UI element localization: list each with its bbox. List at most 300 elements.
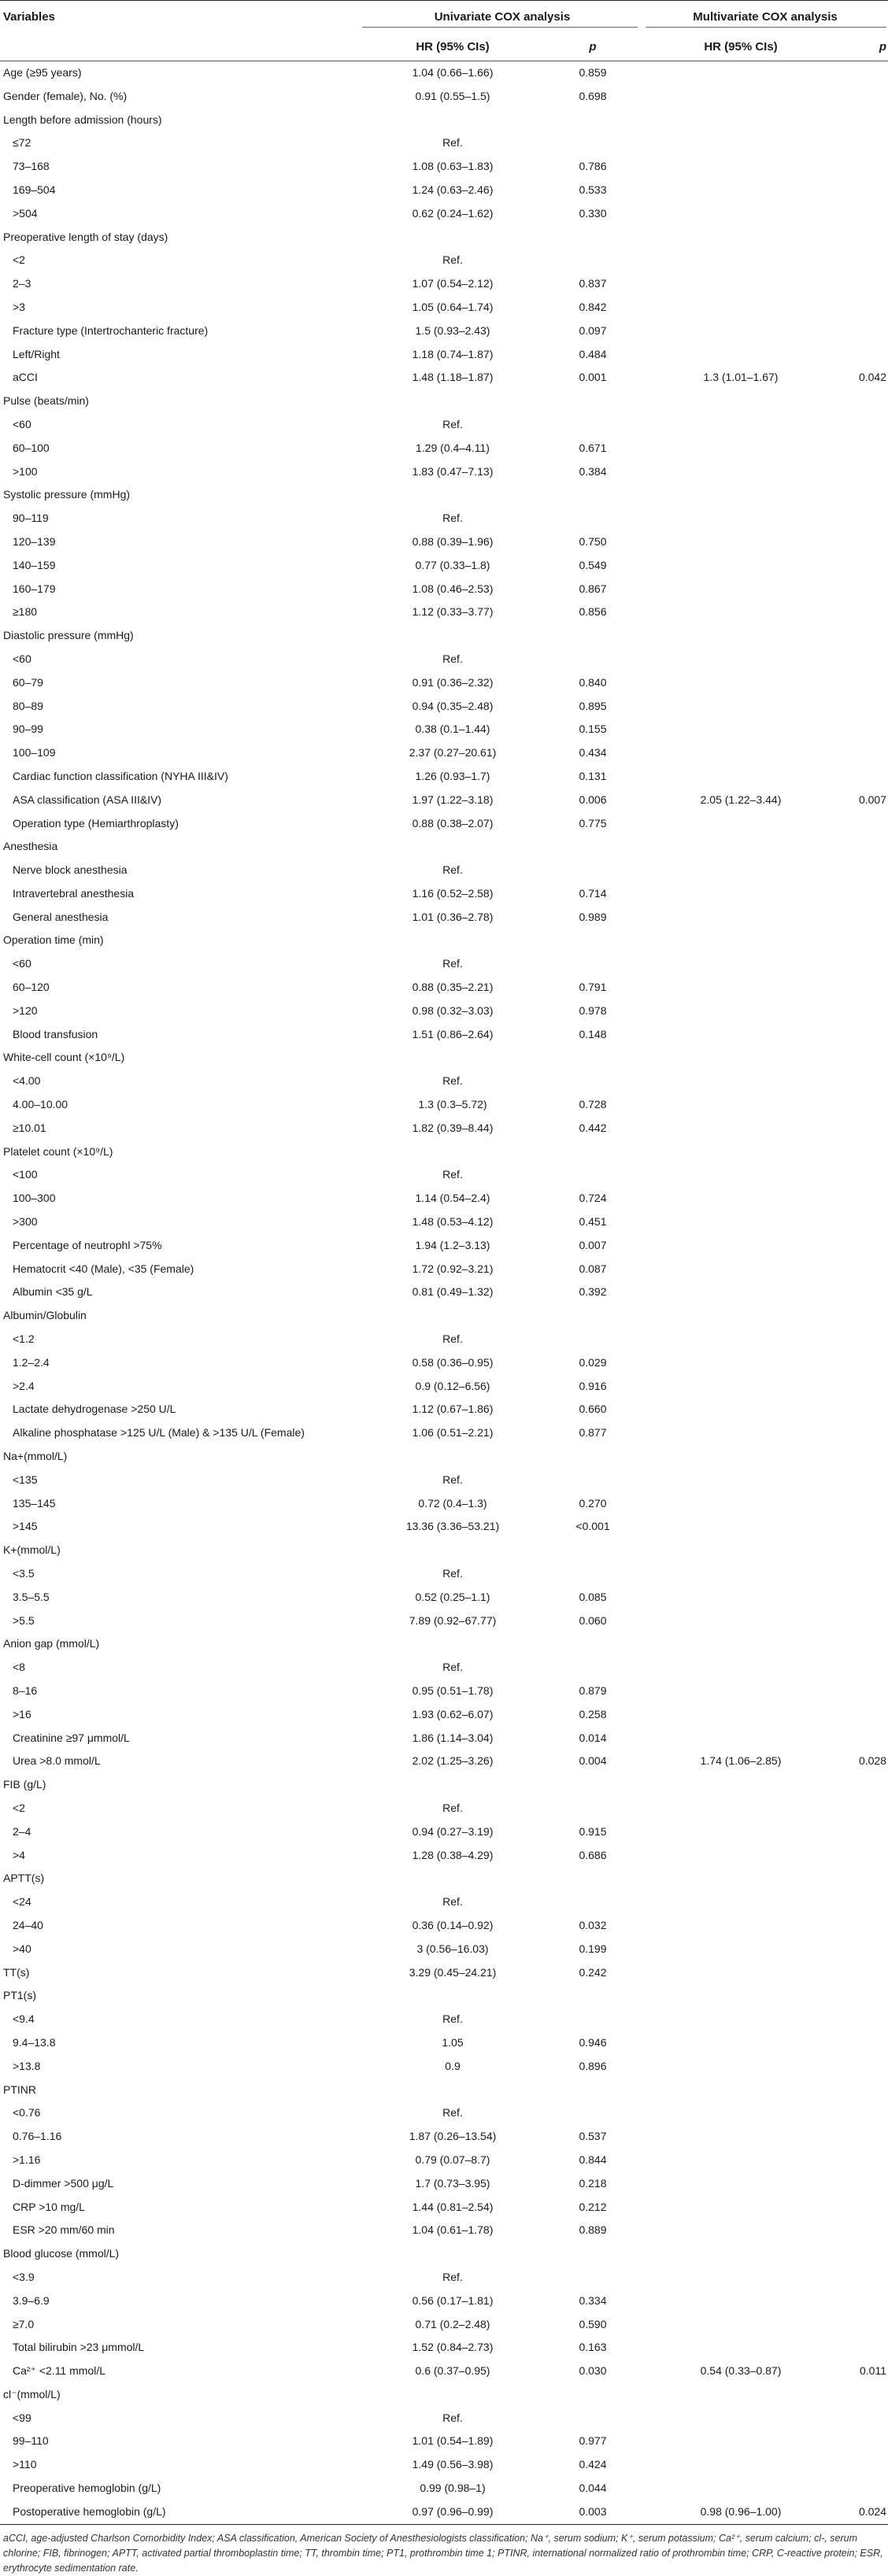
uni-hr-cell: 1.5 (0.93–2.43)	[415, 323, 490, 337]
uni-p-cell: 0.916	[579, 1379, 607, 1392]
variable-cell: Blood transfusion	[13, 1027, 98, 1040]
uni-p-cell: 0.549	[579, 558, 607, 571]
table-row	[0, 2477, 888, 2500]
table-row	[0, 952, 888, 976]
uni-p-cell: 0.484	[579, 347, 607, 360]
table-row	[0, 1304, 888, 1328]
table-row	[0, 61, 888, 85]
uni-hr-cell: 0.79 (0.07–8.7)	[415, 2153, 490, 2166]
variable-cell: >40	[13, 1942, 31, 1955]
uni-hr-cell: 1.28 (0.38–4.29)	[412, 1848, 494, 1861]
uni-hr-cell: 0.9	[445, 2059, 461, 2072]
variable-cell: <135	[13, 1473, 38, 1486]
table-row	[0, 1610, 888, 1633]
uni-hr-cell: 1.93 (0.62–6.07)	[412, 1707, 494, 1720]
table-row	[0, 2453, 888, 2477]
table-row	[0, 1023, 888, 1047]
table-body	[0, 61, 888, 2524]
uni-hr-cell: 1.16 (0.52–2.58)	[412, 886, 494, 900]
table-row	[0, 1421, 888, 1445]
uni-p-cell: 0.087	[579, 1262, 607, 1275]
uni-hr-cell: 1.82 (0.39–8.44)	[412, 1121, 494, 1134]
table-row	[0, 530, 888, 554]
uni-p-cell: 0.097	[579, 323, 607, 337]
multi-hr-header: HR (95% CIs)	[704, 40, 778, 54]
uni-hr-cell: 0.56 (0.17–1.81)	[412, 2293, 494, 2307]
variables-header: Variables	[3, 10, 55, 24]
uni-hr-cell: Ref.	[442, 417, 463, 431]
table-row	[0, 1632, 888, 1656]
multivariate-header: Multivariate COX analysis	[693, 10, 838, 24]
table-row	[0, 1867, 888, 1890]
uni-p-cell: 0.007	[579, 1238, 607, 1251]
multi-p-cell: 0.028	[858, 1754, 886, 1768]
variable-cell: <100	[13, 1168, 38, 1181]
uni-p-cell: 0.840	[579, 675, 607, 689]
uni-hr-cell: 1.3 (0.3–5.72)	[418, 1098, 487, 1111]
multi-p-cell: 0.007	[858, 793, 886, 806]
uni-hr-cell: Ref.	[442, 1332, 463, 1346]
variable-cell: D-dimmer >500 μg/L	[13, 2176, 114, 2190]
variable-cell: Percentage of neutrophl >75%	[13, 1238, 162, 1251]
variable-cell: <2	[13, 1801, 25, 1814]
table-row	[0, 765, 888, 789]
uni-p-cell: 0.533	[579, 183, 607, 196]
variable-cell: <60	[13, 417, 31, 431]
variable-cell: Anion gap (mmol/L)	[3, 1637, 100, 1650]
uni-p-cell: 0.671	[579, 441, 607, 454]
uni-p-cell: 0.842	[579, 300, 607, 313]
variable-cell: Creatinine ≥97 μmmol/L	[13, 1731, 130, 1744]
uni-hr-cell: Ref.	[442, 136, 463, 150]
table-row	[0, 1844, 888, 1868]
uni-hr-cell: 0.58 (0.36–0.95)	[412, 1355, 494, 1369]
uni-hr-cell: 7.89 (0.92–67.77)	[409, 1613, 497, 1627]
variable-cell: PT1(s)	[3, 1989, 36, 2002]
variable-cell: >100	[13, 464, 38, 478]
table-row	[0, 2430, 888, 2453]
uni-p-cell: 0.199	[579, 1942, 607, 1955]
uni-hr-cell: 1.05	[442, 2035, 464, 2049]
table-row	[0, 1984, 888, 2008]
variable-cell: 73–168	[13, 160, 50, 173]
variable-cell: Age (≥95 years)	[3, 66, 82, 79]
variable-cell: Urea >8.0 mmol/L	[13, 1754, 101, 1768]
variable-cell: 60–79	[13, 675, 43, 689]
table-row	[0, 226, 888, 249]
uni-p-cell: 0.258	[579, 1707, 607, 1720]
table-row	[0, 2360, 888, 2383]
variable-cell: Operation time (min)	[3, 933, 104, 947]
variable-cell: APTT(s)	[3, 1872, 45, 1885]
uni-hr-cell: 1.04 (0.66–1.66)	[412, 66, 494, 79]
table-header	[0, 1, 888, 34]
uni-p-cell: 0.003	[579, 2504, 607, 2518]
uni-hr-cell: 0.91 (0.36–2.32)	[412, 675, 494, 689]
uni-hr-cell: 1.48 (1.18–1.87)	[412, 371, 494, 384]
table-row	[0, 2079, 888, 2102]
variable-cell: <1.2	[13, 1332, 35, 1346]
uni-p-cell: 0.590	[579, 2317, 607, 2330]
uni-hr-cell: Ref.	[442, 2270, 463, 2283]
table-row	[0, 1469, 888, 1492]
univariate-underline	[362, 27, 638, 28]
table-row	[0, 1445, 888, 1469]
table-row	[0, 2242, 888, 2266]
uni-hr-cell: 0.99 (0.98–1)	[420, 2482, 486, 2495]
uni-p-cell: 0.218	[579, 2176, 607, 2190]
variable-cell: >120	[13, 1003, 38, 1017]
table-row	[0, 413, 888, 437]
uni-p-cell: 0.786	[579, 160, 607, 173]
variable-cell: >2.4	[13, 1379, 35, 1392]
uni-hr-cell: 1.48 (0.53–4.12)	[412, 1215, 494, 1229]
uni-p-cell: 0.032	[579, 1918, 607, 1931]
table-row	[0, 507, 888, 530]
uni-p-cell: 0.014	[579, 1731, 607, 1744]
variable-cell: Diastolic pressure (mmHg)	[3, 629, 134, 642]
table-row	[0, 2266, 888, 2290]
uni-p-cell: 0.915	[579, 1824, 607, 1838]
variable-cell: Pulse (beats/min)	[3, 394, 89, 408]
table-row	[0, 2008, 888, 2031]
bottom-rule	[0, 2524, 888, 2525]
variable-cell: 0.76–1.16	[13, 2130, 62, 2143]
uni-hr-cell: 0.97 (0.96–0.99)	[412, 2504, 494, 2518]
uni-hr-cell: 0.95 (0.51–1.78)	[412, 1683, 494, 1697]
table-row	[0, 1351, 888, 1375]
variable-cell: ESR >20 mm/60 min	[13, 2223, 115, 2237]
table-row	[0, 1375, 888, 1399]
multi-p-cell: 0.024	[858, 2504, 886, 2518]
variable-cell: 9.4–13.8	[13, 2035, 56, 2049]
uni-p-cell: 0.330	[579, 206, 607, 220]
variable-cell: >3	[13, 300, 25, 313]
uni-hr-cell: 1.06 (0.51–2.21)	[412, 1426, 494, 1440]
variable-cell: FIB (g/L)	[3, 1778, 46, 1791]
uni-p-cell: 0.334	[579, 2293, 607, 2307]
uni-hr-cell: 0.9 (0.12–6.56)	[415, 1379, 490, 1392]
variable-cell: 140–159	[13, 558, 56, 571]
uni-p-cell: 0.879	[579, 1683, 607, 1697]
uni-hr-cell: 0.94 (0.35–2.48)	[412, 699, 494, 712]
uni-hr-cell: 3.29 (0.45–24.21)	[409, 1965, 497, 1979]
table-row	[0, 1890, 888, 1914]
variable-cell: Preoperative length of stay (days)	[3, 230, 168, 243]
variable-cell: ASA classification (ASA III&IV)	[13, 793, 162, 806]
variable-cell: >16	[13, 1707, 31, 1720]
variable-cell: >504	[13, 206, 38, 220]
uni-hr-cell: Ref.	[442, 2012, 463, 2026]
table-row	[0, 1117, 888, 1140]
table-row	[0, 1046, 888, 1070]
variable-cell: <60	[13, 957, 31, 970]
variable-cell: CRP >10 mg/L	[13, 2200, 85, 2213]
table-row	[0, 179, 888, 202]
variable-cell: <60	[13, 652, 31, 665]
variable-cell: <3.5	[13, 1567, 35, 1580]
uni-p-cell: 0.714	[579, 886, 607, 900]
uni-hr-cell: Ref.	[442, 1567, 463, 1580]
variable-cell: White-cell count (×10⁹/L)	[3, 1051, 125, 1064]
table-row	[0, 343, 888, 367]
uni-hr-cell: 0.72 (0.4–1.3)	[418, 1496, 487, 1510]
uni-p-cell: 0.867	[579, 582, 607, 595]
table-row	[0, 1258, 888, 1281]
table-row	[0, 2101, 888, 2125]
uni-p-cell: 0.698	[579, 89, 607, 102]
table-row	[0, 2172, 888, 2196]
uni-p-cell: 0.537	[579, 2130, 607, 2143]
footnote: aCCI, age-adjusted Charlson Comorbidity Index; ASA classification, American Society of Anesthesiologists classification; Na⁺, serum sodium; K⁺, serum potassium; Ca²⁺, serum calcium; cl-, serum chlorine; FIB, fibrinogen; APTT, activated partial thromboplastin time; TT, thrombin time; PT1, prothrombin time 1; PTINR, international normalized ratio of prothrombin time; CRP, C-reactive protein; ESR, erythrocyte sedimentation rate.	[3, 2532, 883, 2574]
uni-hr-cell: Ref.	[442, 2106, 463, 2120]
table-row	[0, 1234, 888, 1258]
uni-hr-cell: 1.7 (0.73–3.95)	[415, 2176, 490, 2190]
table-row	[0, 2196, 888, 2219]
multi-hr-cell: 2.05 (1.22–3.44)	[700, 793, 782, 806]
uni-hr-cell: Ref.	[442, 512, 463, 525]
table-row	[0, 320, 888, 343]
uni-p-cell: 0.895	[579, 699, 607, 712]
variable-cell: >4	[13, 1848, 25, 1861]
variable-cell: 99–110	[13, 2434, 49, 2448]
variable-cell: 2–4	[13, 1824, 31, 1838]
variable-cell: 90–119	[13, 512, 49, 525]
multivariate-underline	[646, 27, 886, 28]
table-row	[0, 249, 888, 272]
variable-cell: 135–145	[13, 1496, 56, 1510]
table-row	[0, 1820, 888, 1844]
uni-p-cell: 0.392	[579, 1285, 607, 1299]
variable-cell: 1.2–2.4	[13, 1355, 50, 1369]
variable-cell: <4.00	[13, 1074, 41, 1088]
uni-p-cell: 0.977	[579, 2434, 607, 2448]
table-row	[0, 1750, 888, 1773]
table-row	[0, 2313, 888, 2337]
table-row	[0, 671, 888, 695]
variable-cell: 8–16	[13, 1683, 38, 1697]
uni-p-cell: 0.844	[579, 2153, 607, 2166]
table-row	[0, 155, 888, 179]
uni-p-header: p	[589, 40, 597, 54]
uni-hr-cell: 1.18 (0.74–1.87)	[412, 347, 494, 360]
variable-cell: <2	[13, 253, 25, 267]
uni-hr-cell: 0.98 (0.32–3.03)	[412, 1003, 494, 1017]
variable-cell: ≥10.01	[13, 1121, 46, 1134]
uni-hr-cell: 0.6 (0.37–0.95)	[415, 2364, 490, 2378]
uni-p-cell: 0.750	[579, 534, 607, 548]
variable-cell: Fracture type (Intertrochanteric fracture)	[13, 323, 209, 337]
variable-cell: 3.5–5.5	[13, 1590, 50, 1603]
table-row	[0, 1000, 888, 1023]
table-row	[0, 366, 888, 390]
variable-cell: Anesthesia	[3, 840, 58, 853]
uni-hr-cell: 1.12 (0.33–3.77)	[412, 605, 494, 619]
variable-cell: Cardiac function classification (NYHA III&IV)	[13, 769, 228, 782]
variable-cell: 169–504	[13, 183, 56, 196]
multi-hr-cell: 1.74 (1.06–2.85)	[700, 1754, 782, 1768]
uni-p-cell: 0.212	[579, 2200, 607, 2213]
table-row	[0, 1562, 888, 1586]
table-row	[0, 976, 888, 1000]
table-row	[0, 2055, 888, 2079]
table-row	[0, 1797, 888, 1820]
table-row	[0, 202, 888, 226]
uni-p-cell: 0.889	[579, 2223, 607, 2237]
variable-cell: Systolic pressure (mmHg)	[3, 488, 131, 501]
variable-cell: 2–3	[13, 277, 31, 290]
uni-p-cell: 0.660	[579, 1403, 607, 1416]
uni-p-cell: 0.978	[579, 1003, 607, 1017]
uni-hr-cell: 1.24 (0.63–2.46)	[412, 183, 494, 196]
variable-cell: <99	[13, 2411, 31, 2424]
variable-cell: cl⁻(mmol/L)	[3, 2387, 61, 2400]
variable-cell: <8	[13, 1661, 25, 1674]
uni-hr-cell: 0.88 (0.38–2.07)	[412, 816, 494, 830]
table-row	[0, 812, 888, 836]
table-row	[0, 695, 888, 719]
table-row	[0, 882, 888, 906]
table-row	[0, 1656, 888, 1680]
uni-hr-cell: 1.97 (1.22–3.18)	[412, 793, 494, 806]
table-row	[0, 741, 888, 765]
multi-p-cell: 0.011	[860, 2364, 886, 2378]
variable-cell: Albumin <35 g/L	[13, 1285, 93, 1299]
uni-p-cell: 0.686	[579, 1848, 607, 1861]
uni-p-cell: 0.442	[579, 1121, 607, 1134]
multi-hr-cell: 0.98 (0.96–1.00)	[700, 2504, 782, 2518]
uni-hr-cell: 0.77 (0.33–1.8)	[415, 558, 490, 571]
uni-p-cell: 0.896	[579, 2059, 607, 2072]
uni-hr-cell: 1.51 (0.86–2.64)	[412, 1027, 494, 1040]
uni-hr-cell: 1.14 (0.54–2.4)	[415, 1192, 490, 1205]
uni-p-cell: 0.155	[579, 723, 607, 736]
uni-p-cell: 0.001	[579, 371, 607, 384]
uni-hr-cell: 1.29 (0.4–4.11)	[416, 441, 490, 454]
table-row	[0, 1281, 888, 1304]
table-row	[0, 390, 888, 413]
uni-p-cell: 0.451	[579, 1215, 607, 1229]
table-row	[0, 789, 888, 812]
table-row	[0, 906, 888, 930]
table-row	[0, 2149, 888, 2172]
table-row	[0, 437, 888, 460]
uni-hr-cell: 2.37 (0.27–20.61)	[409, 746, 497, 759]
table-row	[0, 1703, 888, 1727]
variable-cell: 60–100	[13, 441, 50, 454]
variable-cell: Operation type (Hemiarthroplasty)	[13, 816, 179, 830]
variable-cell: 60–120	[13, 981, 50, 994]
uni-hr-cell: 13.36 (3.36–53.21)	[405, 1520, 500, 1533]
uni-hr-cell: 0.38 (0.1–1.44)	[415, 723, 490, 736]
uni-hr-cell: 1.08 (0.46–2.53)	[412, 582, 494, 595]
uni-hr-cell: 1.52 (0.84–2.73)	[412, 2341, 494, 2354]
uni-hr-cell: Ref.	[442, 652, 463, 665]
table-row	[0, 1539, 888, 1562]
table-row	[0, 929, 888, 952]
table-row	[0, 1398, 888, 1421]
uni-hr-cell: 1.04 (0.61–1.78)	[412, 2223, 494, 2237]
variable-cell: <9.4	[13, 2012, 35, 2026]
uni-hr-cell: Ref.	[442, 1074, 463, 1088]
uni-p-cell: 0.163	[579, 2341, 607, 2354]
table-row	[0, 2336, 888, 2360]
uni-p-cell: 0.004	[579, 1754, 607, 1768]
variable-cell: Ca²⁺ <2.11 mmol/L	[13, 2364, 106, 2378]
uni-hr-cell: 1.86 (1.14–3.04)	[412, 1731, 494, 1744]
uni-hr-cell: 1.94 (1.2–3.13)	[415, 1238, 490, 1251]
univariate-header: Univariate COX analysis	[434, 10, 571, 24]
uni-hr-cell: 1.44 (0.81–2.54)	[412, 2200, 494, 2213]
uni-hr-cell: Ref.	[442, 2411, 463, 2424]
table-row	[0, 460, 888, 484]
table-row	[0, 296, 888, 320]
variable-cell: Nerve block anesthesia	[13, 863, 128, 877]
uni-p-cell: <0.001	[575, 1520, 610, 1533]
uni-hr-cell: 1.83 (0.47–7.13)	[412, 464, 494, 478]
table-row	[0, 859, 888, 882]
table-row	[0, 601, 888, 624]
variable-cell: 90–99	[13, 723, 43, 736]
table-row	[0, 2219, 888, 2242]
table-row	[0, 1914, 888, 1938]
table-row	[0, 1093, 888, 1117]
multi-p-cell: 0.042	[858, 371, 886, 384]
variable-cell: >300	[13, 1215, 38, 1229]
uni-p-cell: 0.791	[579, 981, 607, 994]
uni-hr-cell: Ref.	[442, 1895, 463, 1909]
uni-hr-cell: 1.12 (0.67–1.86)	[412, 1403, 494, 1416]
uni-p-cell: 0.030	[579, 2364, 607, 2378]
uni-p-cell: 0.877	[579, 1426, 607, 1440]
table-row	[0, 2383, 888, 2407]
table-row	[0, 1727, 888, 1750]
variable-cell: 100–109	[13, 746, 56, 759]
table-row	[0, 2407, 888, 2430]
variable-cell: ≥180	[13, 605, 38, 619]
table-row	[0, 835, 888, 859]
variable-cell: 100–300	[13, 1192, 56, 1205]
variable-cell: >5.5	[13, 1613, 35, 1627]
variable-cell: 24–40	[13, 1918, 43, 1931]
variable-cell: >110	[13, 2458, 37, 2471]
variable-cell: ≤72	[13, 136, 31, 150]
variable-cell: TT(s)	[3, 1965, 30, 1979]
uni-p-cell: 0.006	[579, 793, 607, 806]
uni-hr-cell: 1.72 (0.92–3.21)	[412, 1262, 494, 1275]
uni-p-cell: 0.728	[579, 1098, 607, 1111]
uni-hr-cell: 1.49 (0.56–3.98)	[412, 2458, 494, 2471]
variable-cell: <3.9	[13, 2270, 35, 2283]
uni-p-cell: 0.837	[579, 277, 607, 290]
table-row	[0, 1938, 888, 1961]
uni-hr-cell: 1.01 (0.36–2.78)	[412, 910, 494, 923]
table-row	[0, 1680, 888, 1703]
table-row	[0, 2500, 888, 2524]
uni-hr-header: HR (95% CIs)	[416, 40, 490, 54]
uni-p-cell: 0.270	[579, 1496, 607, 1510]
table-row	[0, 648, 888, 671]
table-row	[0, 1140, 888, 1164]
uni-hr-cell: 0.52 (0.25–1.1)	[415, 1590, 490, 1603]
table-row	[0, 1328, 888, 1351]
uni-hr-cell: 1.87 (0.26–13.54)	[409, 2130, 497, 2143]
table-row	[0, 554, 888, 578]
table-row	[0, 578, 888, 601]
uni-hr-cell: 0.88 (0.35–2.21)	[412, 981, 494, 994]
uni-p-cell: 0.989	[579, 910, 607, 923]
variable-cell: >1.16	[13, 2153, 41, 2166]
